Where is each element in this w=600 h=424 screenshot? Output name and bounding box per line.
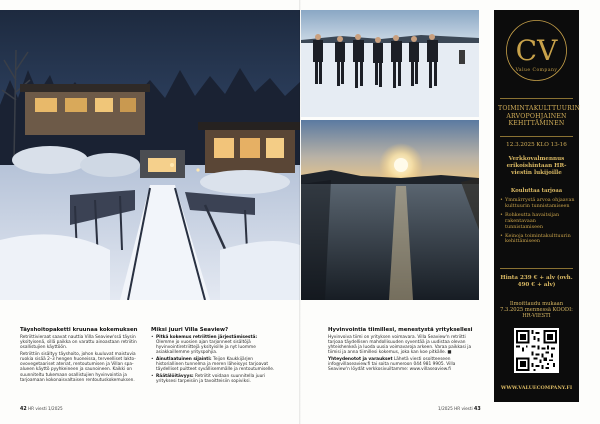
list-item-title: Pitkä kokemus retriittien järjestämisestä: [156,334,258,340]
ad-bullet-item: • Ymmärrystä arvoa ohjaavan kulttuurin tunnistamiseen [500,198,575,210]
page-number: 42 [20,407,27,412]
ad-heading: TOIMINTAKULTTUURIN ARVOPOHJAINEN KEHITTÄMINEN [498,105,581,128]
body-paragraph: Hyvinvoiva tiimi on yrityksen voimavara. Villa Seaview'n retriitti tarjoaa täydellisen mahdollisuuden syventää ja uudistaa olevan yhteishenkeä ja luoda uusia voimavaroja arkeen. Varaa paikkasi ja tiimisi ja anna tiimillesi kokemus, joka kan koe pitkälle. ■ [328,334,472,356]
qr-code[interactable] [514,328,559,373]
section-heading: Miksi juuri Villa Seaview? [151,327,229,333]
page-number: 43 [474,407,481,412]
value-company-ad[interactable] [494,10,579,402]
list-item-text: Olemme jo vuosien ajan tarjonneet sisältöjä hyvinvointiretriittejä yksityisille ja nyt luomme asiakkaillemme yrityspohjia. [156,339,256,356]
ad-divider [500,98,573,99]
logo-monogram: CV [515,34,558,67]
contact-paragraph [328,357,478,373]
contact-text: Lähetä viesti osoitteeseen info@villaseaview.fi tai soita numeroon 044 981 9905. Villa Seaview'n löydät verkkosivuiltamme: www.villaseaview.fi [328,357,456,373]
page-footer-right [438,406,481,412]
contact-heading: Yhteydenotot ja varaukset [328,357,393,363]
frozen-lake-group-photo [301,10,479,117]
ad-divider [500,268,573,269]
section-heading: Hyvinvointia tiimillesi, menestystä yrityksellesi [328,327,473,333]
body-paragraph: Retriittiin sisältyy täyshoito, johon kuuluvat maistuvia ruokia sisää 2–3 hengen huoneissa, terveelliset lakto-ovovegetaariset ateriat, rentoutumisen ja Villan spa-alueen käyttö pyyhkeineen ja saunoineen. Kaikki on suunniteltu tukemaan osallistujien hyvinvointia ja tarjoamaan kokonaisvaltaisen rentoutuskokemuksen. [20,351,136,383]
publication-name: 1/2025 HR viesti [438,406,473,411]
list-item-title: Räätälöitävyys: [156,374,194,380]
ad-price: Hinta 239 € + alv (ovh. 490 € + alv) [500,275,573,288]
ad-bullet-item: • Rohkeutta havaitsijan rakentavaan tunnistamiseen [500,213,575,231]
value-company-logo [504,18,569,83]
reasons-list [151,335,275,385]
article-column-3 [328,327,478,374]
publication-name: HR viesti 1/2025 [28,406,63,411]
lake-sunset-photo [301,120,479,300]
section-heading: Täyshoitopaketti kruunaa kokemuksen [20,327,138,333]
list-item-text: Retriitit voidaan suunnitella juuri yrityksesi tarpeisiin ja tavoitteisiin sopiviksi. [156,374,266,385]
ad-bullet-item: • Keinoja toimintakulttuurin kehittämiseen [500,234,575,246]
ad-trainers: Kouluttaa tarjoaa [510,188,563,194]
list-item [151,374,275,384]
ad-signup-text: Ilmoittaudu mukaan 7.3.2025 mennessä KOODI: HR-VIESTI [500,301,573,320]
ad-website-link[interactable]: WWW.VALUECOMPANY.FI [500,385,573,391]
list-item [151,335,275,356]
logo-wordmark: Value Company [515,68,558,73]
article-column-2 [151,327,275,386]
body-paragraph: Retriittivieraat saavat nauttia Villa Seaview'ssä täysin yksityisenä, sillä paikka on varattu ainoastaan retriitin osallistujien käyttöön. [20,334,137,351]
article-column-1 [20,327,142,385]
list-item [151,357,275,373]
villa-winter-photo [0,10,300,300]
list-item-title: Ainutlaatuinen sijainti: [156,357,212,363]
ad-date: 12.3.2025 KLO 13-16 [506,142,567,148]
ad-bullet-list [500,198,575,248]
ad-divider [500,136,573,137]
page-footer-left [20,406,63,412]
list-item-text: Teijon Kaukkijärjen historiallinen tunnelma ja meren läheisyys tarjoavat täydelliset puitteet syvällisemmälle ja rentoutumiselle. [156,357,275,373]
ad-webinar-text: Verkkovalmennus erikoishintaan HR-viestin lukijoille [506,156,567,176]
